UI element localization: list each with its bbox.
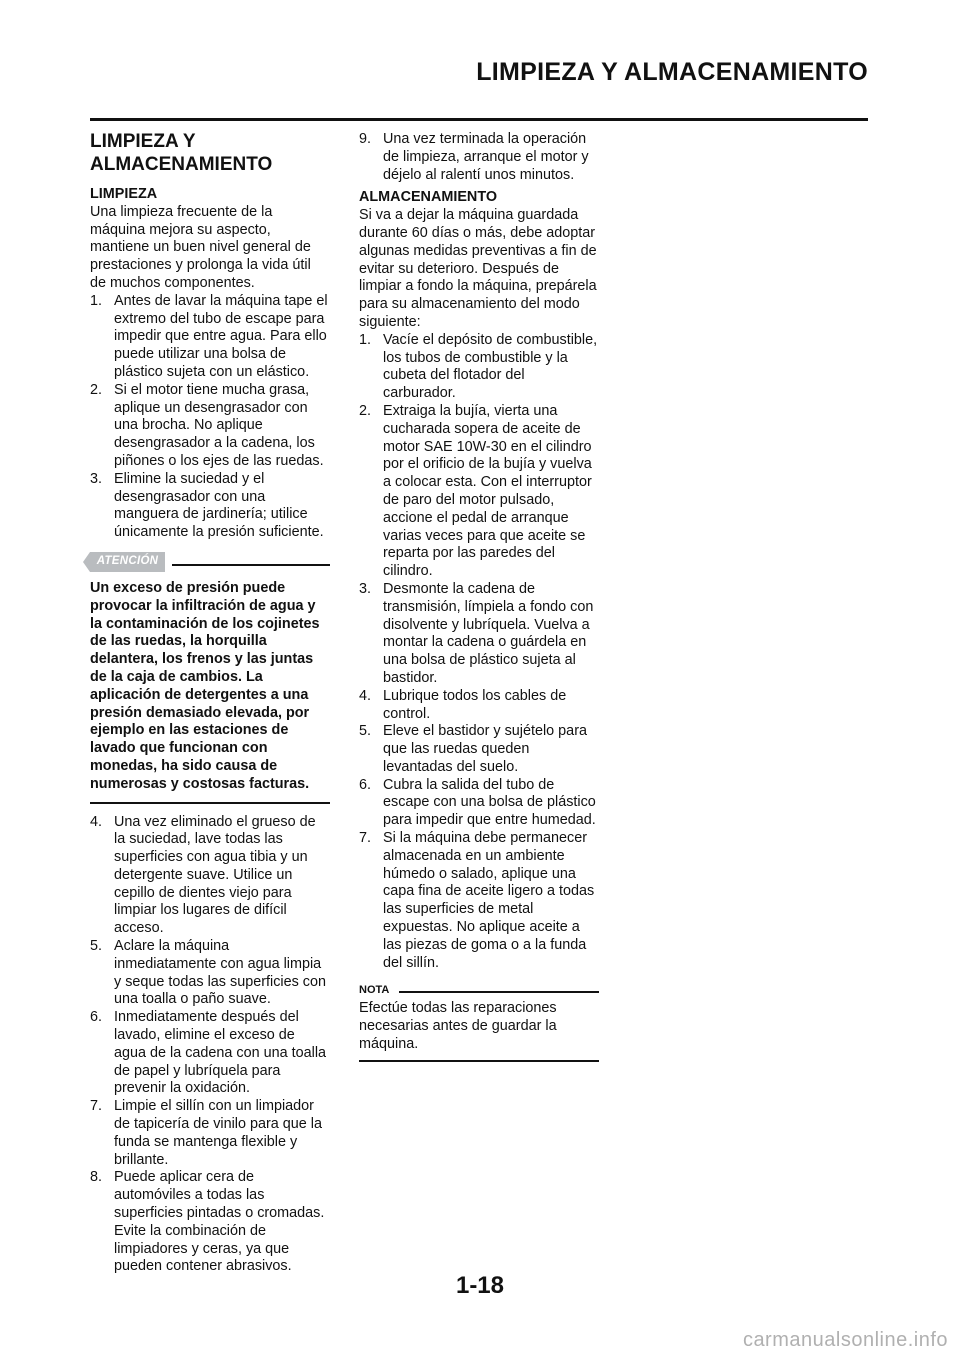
step-text: Aclare la máquina inmediatamente con agua limpia y seque todas las superficies con una toalla o paño suave. <box>114 938 326 1008</box>
step-text: Inmediatamente después del lavado, elimine el exceso de agua de la cadena con una toalla de papel y lubríquela para prevenir la oxidación. <box>114 1009 327 1097</box>
list-item <box>90 293 330 382</box>
list-item <box>359 403 599 581</box>
caution-rule <box>172 564 330 566</box>
step-number: 9. <box>359 131 372 147</box>
step-number: 5. <box>359 723 372 740</box>
list-item <box>90 938 330 1009</box>
step-text: Eleve el bastidor y sujételo para que las ruedas queden levantadas del suelo. <box>383 723 587 775</box>
list-item <box>359 777 599 830</box>
subtitle-almacenamiento: ALMACENAMIENTO <box>359 189 498 206</box>
step-number: 6. <box>90 1009 103 1026</box>
step-text: Si la máquina debe permanecer almacenada en un ambiente húmedo o salado, aplique una capa fina de aceite ligero a todas las superficies de metal expuestas. No aplique aceite a las piezas de goma o a la funda del sillín. <box>383 830 595 971</box>
list-item <box>359 688 599 724</box>
header-rule <box>90 118 868 121</box>
step-text: Una vez terminada la operación de limpieza, arranque el motor y déjelo al ralentí unos minutos. <box>383 131 589 183</box>
step-number: 1. <box>359 331 372 348</box>
list-item <box>359 581 599 688</box>
watermark: carmanualsonline.info <box>742 1329 948 1351</box>
column-right <box>359 131 599 1072</box>
caution-label: ATENCIÓN <box>96 555 159 568</box>
page-header-title: LIMPIEZA Y ALMACENAMIENTO <box>476 58 868 86</box>
step-number: 4. <box>359 687 372 704</box>
cleaning-steps-b <box>90 814 330 1277</box>
caution-bottom-rule <box>90 802 330 804</box>
list-item <box>90 471 330 542</box>
step-number: 7. <box>90 1098 103 1115</box>
storage-steps <box>359 332 599 973</box>
step-number: 3. <box>90 470 103 487</box>
step-number: 1. <box>90 292 103 309</box>
section-title: LIMPIEZA Y ALMACENAMIENTO <box>90 131 273 175</box>
list-item <box>90 1169 330 1276</box>
step-number: 2. <box>90 381 103 398</box>
list-item <box>359 830 599 972</box>
step-text: Extraiga la bujía, vierta una cucharada sopera de aceite de motor SAE 10W-30 en el cilindro por el orificio de la bujía y vuelva a colocar esta. Con el interruptor de paro del motor pulsado, accione el pedal de arranque varias veces para que aceite se reparta por las paredes del cilindro. <box>383 402 592 580</box>
column-left <box>90 130 330 1276</box>
cleaning-steps-a <box>90 293 330 542</box>
list-item <box>90 1098 330 1169</box>
step-number: 5. <box>90 938 103 955</box>
step-number: 8. <box>90 1169 103 1186</box>
list-item <box>90 1009 330 1098</box>
list-item <box>90 382 330 471</box>
step-text: Desmonte la cadena de transmisión, límpiela a fondo con disolvente y lubríquela. Vuelva a montar la cadena o guárdela en una bolsa de plástico sujeta al bastidor. <box>383 580 594 686</box>
caution-text: Un exceso de presión puede provocar la infiltración de agua y la contaminación de los cojinetes de las ruedas, la horquilla delantera, los frenos y las juntas de la caja de cambios. La aplicación de detergentes a una presión demasiado elevada, por ejemplo en las estaciones de lavado que funcionan con monedas, ha sido causa de numerosas y costosas facturas. <box>90 579 320 792</box>
subtitle-limpieza: LIMPIEZA <box>90 186 158 202</box>
step-number: 6. <box>359 776 372 793</box>
step-text: Una vez eliminado el grueso de la suciedad, lave todas las superficies con agua tibia y un detergente suave. Utilice un cepillo de dientes viejo para limpiar los lugares de difícil acceso. <box>114 813 316 937</box>
step-text: Limpie el sillín con un limpiador de tapicería de vinilo para que la funda se mantenga flexible y brillante. <box>114 1098 323 1168</box>
step-text: Puede aplicar cera de automóviles a todas las superficies pintadas o cromadas. Evite la combinación de limpiadores y ceras, ya que pueden contener abrasivos. <box>114 1169 325 1275</box>
step-text: Lubrique todos los cables de control. <box>383 687 567 722</box>
note-label: NOTA <box>359 984 390 997</box>
list-item <box>90 814 330 939</box>
intro-limpieza: Una limpieza frecuente de la máquina mejora su aspecto, mantiene un buen nivel general de prestaciones y prolonga la vida útil de muchos componentes. <box>90 203 311 291</box>
caution-badge-notch <box>83 552 90 572</box>
note-header <box>359 984 599 998</box>
caution-badge <box>90 552 165 572</box>
list-item <box>359 332 599 403</box>
list-item <box>359 723 599 776</box>
caution-header <box>90 552 330 574</box>
note-text: Efectúe todas las reparaciones necesarias antes de guardar la máquina. <box>359 1000 557 1053</box>
cleaning-step-9 <box>359 131 599 184</box>
step-text: Vacíe el depósito de combustible, los tubos de combustible y la cubeta del flotador del carburador. <box>383 331 598 402</box>
step-text: Antes de lavar la máquina tape el extremo del tubo de escape para impedir que entre agua. Para ello puede utilizar una bolsa de plástico sujeta con un elástico. <box>114 292 328 380</box>
page-number: 1-18 <box>455 1272 505 1299</box>
step-number: 4. <box>90 813 103 830</box>
step-number: 3. <box>359 580 372 597</box>
step-number: 7. <box>359 830 372 847</box>
intro-almacenamiento: Si va a dejar la máquina guardada durante 60 días o más, debe adoptar algunas medidas preventivas a fin de evitar su deterioro. Después de limpiar a fondo la máquina, prepárela para su almacenamiento del modo siguiente: <box>359 207 597 330</box>
note-bottom-rule <box>359 1060 599 1062</box>
step-text: Cubra la salida del tubo de escape con una bolsa de plástico para impedir que entre humedad. <box>383 776 596 829</box>
note-rule <box>399 991 599 993</box>
list-item <box>359 131 599 184</box>
step-text: Elimine la suciedad y el desengrasador con una manguera de jardinería; utilice únicamente la presión suficiente. <box>114 470 324 541</box>
step-text: Si el motor tiene mucha grasa, aplique un desengrasador con una brocha. No aplique desengrasador a la cadena, los piñones o los ejes de las ruedas. <box>114 381 324 469</box>
step-number: 2. <box>359 402 372 419</box>
